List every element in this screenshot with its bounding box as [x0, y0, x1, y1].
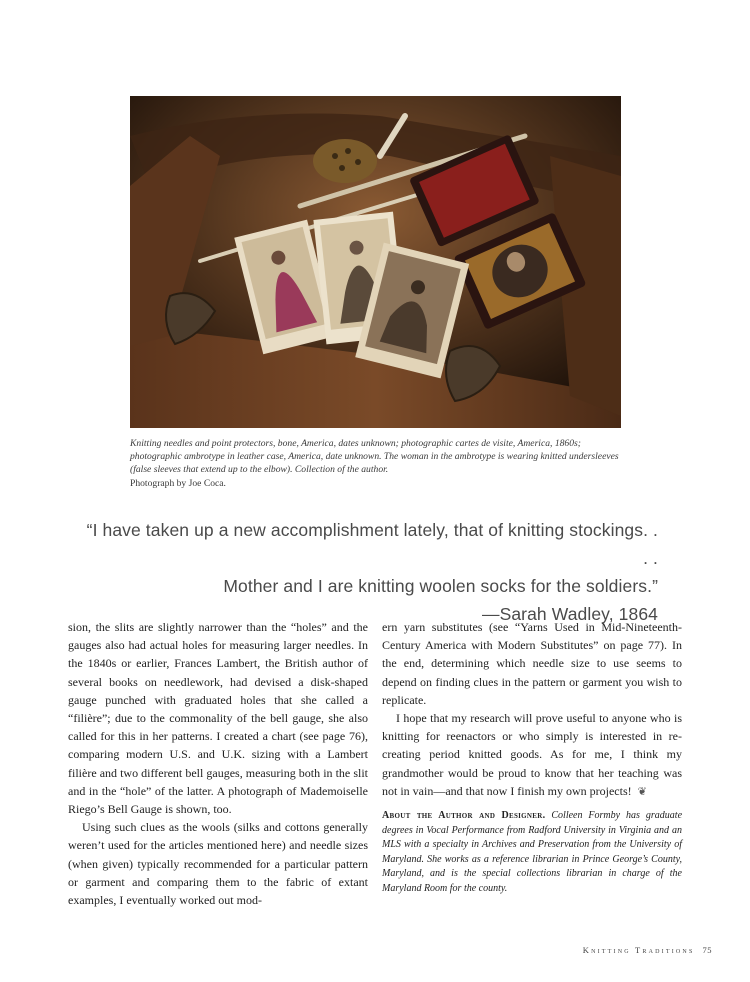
left-column — [68, 618, 368, 909]
quote-line-2: Mother and I are knitting woolen socks for the soldiers.” — [223, 576, 658, 596]
paragraph-text: I hope that my research will prove useful to anyone who is knitting for reenactors or who simply is interested in re-creating period knitted goods. As for me, I think my grandmother would be proud to know that her teaching was not in vain—and that now I finish my own projects! — [382, 711, 682, 798]
page-footer — [583, 945, 712, 955]
photo-illustration — [130, 96, 621, 428]
photo-caption — [130, 437, 622, 490]
caption-text: Knitting needles and point protectors, bone, America, dates unknown; photographic cartes de visite, America, 1860s; photographic ambrotype in leather case, America, date unknown. The woman in the ambrotype is wearing knitted undersleeves (false sleeves that extend up to the elbow). Collection of the author. — [130, 438, 619, 476]
right-column — [382, 618, 682, 897]
paragraph: Using such clues as the wools (silks and cottons generally weren’t used for the articles mentioned here) and needle sizes (when given) typically recommended for a particular pattern or garment and comparing them to the fabric of extant examples, I eventually worked out mod- — [68, 820, 368, 908]
publication-title: Knitting Traditions — [582, 945, 695, 955]
pull-quote — [80, 516, 658, 628]
author-bio-text: Colleen Formby has graduate degrees in Vocal Performance from Radford University in Virginia and an MLS with a specialty in Archives and Preservation from the University of Maryland. She works as a reference librarian in Prince George’s County, Maryland, and is the special collections librarian in charge of the Maryland Room for the county. — [382, 810, 683, 894]
end-mark-icon: ❦ — [637, 785, 647, 798]
paragraph: sion, the slits are slightly narrower than the “holes” and the gauges also had actual holes for measuring larger needles. In the 1840s or earlier, Frances Lambert, the British author of several books on needlework, had devised a disk-shaped gauge punched with graduated holes that she called a “filière”; due to the commonality of the bell gauge, she also called for this in her patterns. I created a chart (see page 76), comparing modern U.S. and U.K. sizing with a Lambert filière and two different bell gauges, measuring both in the slit and in the “hole” of the latter. A photograph of Mademoiselle Riego’s Bell Gauge is shown, too. — [68, 620, 368, 817]
paragraph: ern yarn substitutes (see “Yarns Used in Mid-Nineteenth-Century America with Modern Substitutes” on page 77). In the end, determining which needle size to use seems to depend on finding clues in the pattern or garment you wish to replicate. — [382, 620, 682, 707]
page-number: 75 — [702, 945, 712, 955]
photograph — [130, 96, 621, 428]
paragraph — [382, 709, 682, 801]
author-bio — [382, 809, 682, 897]
quote-attribution: —Sarah Wadley, 1864 — [481, 604, 658, 624]
quote-line-1: “I have taken up a new accomplishment lately, that of knitting stockings. . . . — [86, 520, 658, 568]
photo-credit: Photograph by Joe Coca. — [130, 477, 226, 489]
author-bio-heading: About the Author and Designer. — [382, 810, 546, 822]
